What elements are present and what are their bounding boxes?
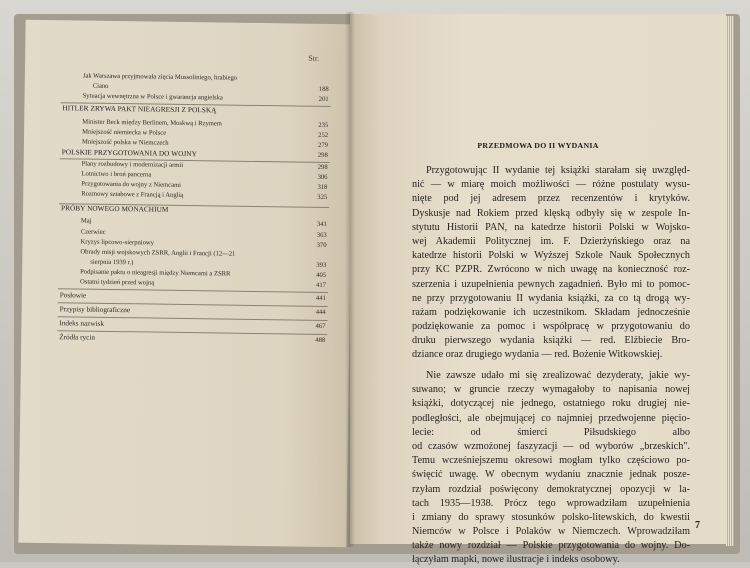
preface-line: rażam podziękowanie ich uczestnikom. Składam jednocześnie (412, 306, 690, 318)
preface-line: lecie: od śmierci Piłsudskiego albo (412, 426, 690, 438)
preface-line: stytutu Historii PAN, na katedrze historii Polski w Wojsko- (412, 221, 690, 233)
toc-entry-title: Sytuacja wewnętrzna w Polsce i gwarancja angielska (82, 92, 223, 102)
toc-entry (22, 258, 350, 269)
toc-entry-title: Mniejszość polska w Niemczech (81, 138, 169, 147)
left-page (18, 20, 353, 548)
toc-entry-page: 444 (315, 308, 326, 316)
toc-entry-page: 393 (316, 261, 327, 269)
right-page (350, 14, 726, 566)
toc-entry (23, 217, 351, 228)
toc-page-header: Str. (308, 53, 320, 63)
preface-line: Niemców w Polsce i Polaków w Niemczech. Wprowadziłam (412, 526, 690, 538)
preface-line: rzyłam rozdział poświęcony demokratycznej opozycji w la- (412, 483, 690, 495)
preface-title: PRZEDMOWA DO II WYDANIA (477, 141, 599, 150)
toc-entry-title: Czerwiec (80, 228, 106, 236)
toc-entry (24, 118, 352, 129)
preface-line: ne przy przygotowaniu II wydania książki, za co tą drogą wy- (412, 292, 690, 304)
toc-entry-page: 363 (316, 231, 327, 239)
toc-entry-title: HITLER ZRYWA PAKT NIEAGRESJI Z POLSKĄ (62, 104, 217, 115)
preface-line: łączyłam mapki, nowe ilustracje i indeks osobowy. (412, 554, 620, 566)
toc-entry-title: Kryzys lipcowo-sierpniowy (80, 238, 155, 247)
toc-entry-page: 306 (317, 173, 328, 181)
preface-line: podziękowanie za pomoc i współpracę w przygotowaniu do (412, 321, 690, 333)
toc-entry-title: Mniejszość niemiecka w Polsce (82, 128, 167, 137)
toc-entry-title: Posłowie (59, 291, 87, 300)
preface-line: i zmiany do sprawy stosunków polsko-litewskich, do kwestii (412, 511, 690, 523)
toc-entry (22, 248, 350, 258)
toc-entry-title: Indeks nazwisk (59, 319, 104, 328)
toc-entry-page: 318 (317, 183, 328, 191)
preface-line: Temu wcześniejszemu okresowi mogłam tylko częściowo po- (412, 455, 690, 467)
preface-line: szerzenia i uzupełnienia pewnych zagadnień. Było mi to pomoc- (412, 278, 690, 290)
toc-entry (24, 148, 352, 159)
toc-entry-title: Maj (80, 217, 92, 225)
toc-entry-page: 279 (318, 141, 328, 149)
toc-entry-page: 201 (318, 95, 329, 103)
toc-entry-title: Minister Beck między Berlinem, Moskwą i Rzymem (82, 118, 223, 128)
preface-paragraph-1 (412, 164, 690, 363)
toc-rule (58, 288, 328, 293)
page-stack-edge (726, 16, 734, 546)
preface-line: przy KC PZPR. Zwrócono w nich uwagę na konieczność roz- (412, 264, 690, 276)
toc-entry (25, 92, 353, 103)
toc-entry (23, 190, 351, 201)
preface-line: dziance oraz drugiego wydania — red. Bożenie Witkowskiej. (412, 349, 663, 361)
toc-entry-title: Jak Warszawa przyjmowała zięcia Mussoliniego, hrabiego (82, 72, 238, 82)
toc-entry-page: 488 (315, 336, 326, 344)
toc-entry-page: 441 (315, 294, 326, 302)
table-of-contents (18, 20, 353, 548)
toc-entry-title: PRÓBY NOWEGO MONACHIUM (60, 204, 169, 214)
preface-paragraph-2 (412, 369, 690, 568)
toc-entry-title: Ciano (92, 82, 109, 90)
preface-line: nić — w miarę moich możliwości — różne postulaty wysu- (412, 179, 690, 191)
toc-entry-title: Podpisanie paktu o nieagresji między Niemcami a ZSRR (80, 268, 231, 278)
toc-entry-page: 325 (317, 193, 328, 201)
toc-entry-page: 252 (318, 131, 329, 139)
preface-line: druku pierwszego wydania książki — red. Elżbiecie Bro- (412, 335, 690, 347)
toc-entry-title: Rozmowy sztabowe z Francją i Anglią (81, 190, 184, 199)
toc-entry-page: 370 (316, 241, 327, 249)
toc-entry (25, 72, 353, 82)
toc-entry-title: Ostatni tydzień przed wojną (79, 278, 155, 287)
toc-entry-page: 188 (318, 85, 329, 93)
toc-entry-page: 298 (317, 163, 328, 171)
toc-entry (25, 82, 353, 93)
toc-entry (23, 228, 351, 239)
toc-entry (24, 128, 352, 139)
toc-entry-page: 235 (318, 121, 329, 129)
preface-line: książki, dotyczącej nie jednego, ostatniego roku drugiej nie- (412, 398, 690, 410)
preface-line: Dyskusje nad Rokiem przed klęską odbyły się w zespole In- (412, 207, 690, 219)
toc-entry (23, 180, 351, 191)
toc-rule (57, 330, 327, 335)
preface-line: od czasów wzmożonej faszyzacji — od wyborów „brzeskich". (412, 440, 690, 452)
preface-line: święcić uwagę. W obecnym wydaniu znacznie jednak posze- (412, 469, 690, 481)
preface-line: Przygotowując II wydanie tej książki starałam się uwzględ- (426, 165, 690, 176)
preface-line: podległości, ale obejmującej co najmniej przedwojenne pięcio- (412, 412, 690, 424)
toc-entry (24, 170, 352, 181)
preface-line: także nowy rozdział — Polskie przygotowania do wojny. Do- (412, 540, 690, 552)
toc-entry (22, 268, 350, 279)
toc-entry-title: POLSKIE PRZYGOTOWANIA DO WOJNY (61, 148, 197, 159)
preface-line: tach 1935—1938. Prócz tego wprowadziłam uzupełnienia (412, 497, 690, 509)
toc-entry-page: 405 (316, 271, 327, 279)
toc-entry (23, 238, 351, 249)
toc-entry-title: Obrady misji wojskowych ZSRR, Anglii i Francji (12—21 (80, 248, 236, 258)
toc-entry (22, 278, 350, 289)
preface-line: katedrze historii Polski w Wyższej Szkole Nauk Społecznych (412, 250, 690, 262)
preface-line: nięte pod jej adresem przez recenzentów i krytyków. (412, 193, 690, 205)
preface-line: Nie zawsze udało mi się zrealizować dezyderaty, jakie wy- (426, 370, 690, 381)
toc-entry-title: Przypisy bibliograficzne (59, 305, 131, 315)
toc-entry-title: Plany rozbudowy i modernizacji armii (81, 160, 184, 169)
toc-entry-page: 298 (317, 151, 328, 159)
toc-entry-title: Źródła rycin (59, 333, 96, 342)
toc-entry-title: Przygotowania do wojny z Niemcami (81, 180, 182, 189)
preface-line: wej Akademii Politycznej im. F. Dzierżyńskiego oraz na (412, 235, 690, 247)
toc-entry (24, 138, 352, 149)
toc-entry-page: 467 (315, 322, 326, 330)
book-gutter (345, 12, 355, 547)
preface-line: suwano; w gruncie rzeczy wymagałoby to napisania nowej (412, 384, 690, 396)
toc-entry-title: sierpnia 1939 r.) (90, 258, 134, 267)
toc-entry-page: 417 (316, 281, 327, 289)
page-number: 7 (695, 520, 700, 531)
toc-entry-title: Lotnictwo i broń pancerna (81, 170, 152, 179)
toc-entry-page: 341 (316, 220, 327, 228)
